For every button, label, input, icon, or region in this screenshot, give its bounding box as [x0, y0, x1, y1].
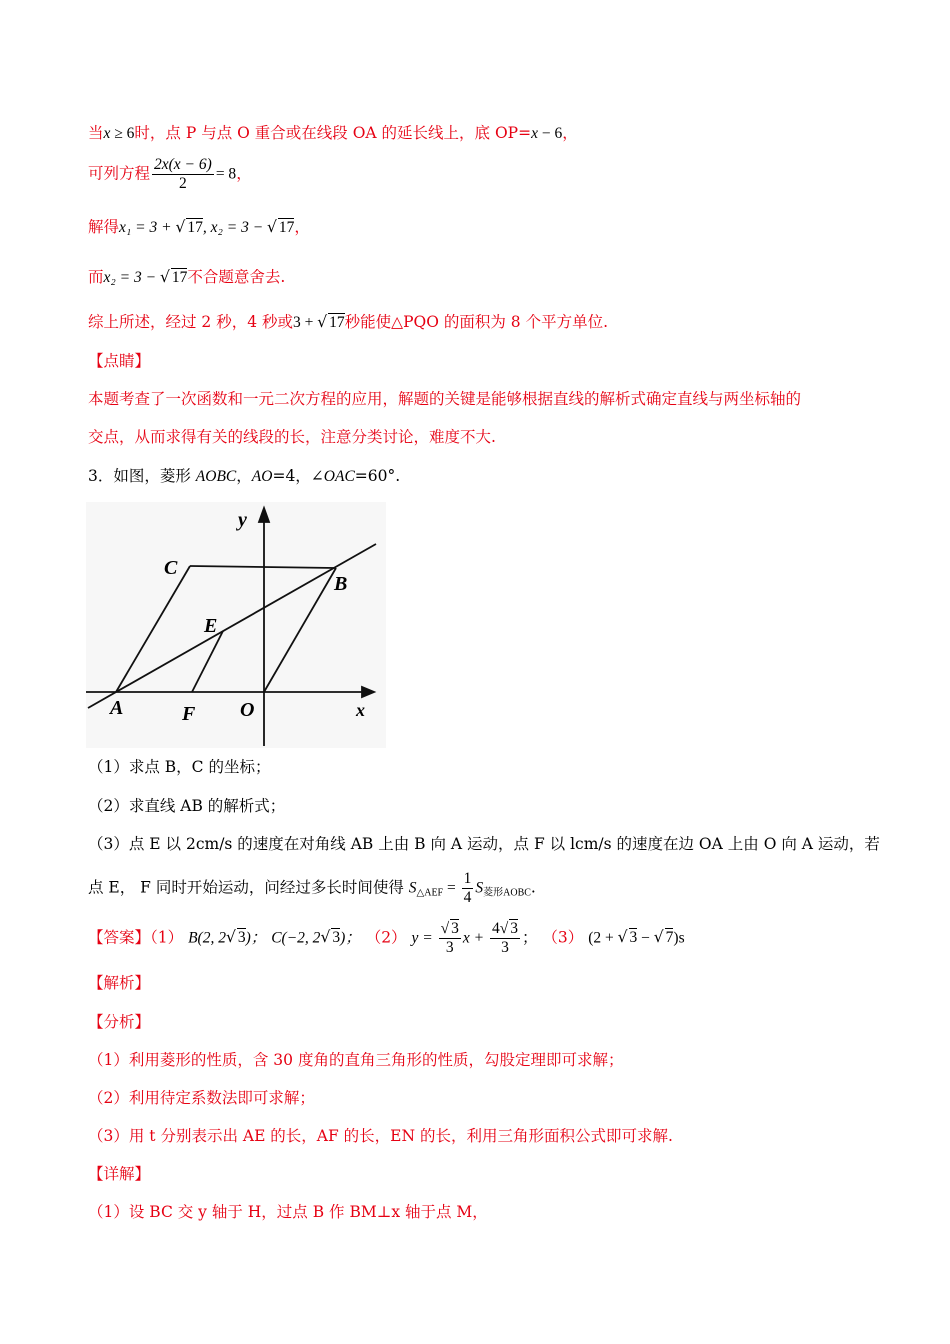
heading-detail: 【详解】: [88, 1165, 151, 1183]
heading-fenxi: 【分析】: [88, 1013, 151, 1031]
question-3-title: 3．如图，菱形 AOBC，AO=4，∠OAC=60°.: [88, 467, 401, 485]
solution-line-4: 而x₂ = 3 − √ 17不合题意舍去.: [88, 268, 286, 286]
analysis-line-2: （2）利用待定系数法即可求解；: [88, 1089, 315, 1107]
heading-analysis: 【解析】: [88, 974, 151, 992]
comment-line-2: 交点，从而求得有关的线段的长，注意分类讨论，难度不大.: [88, 428, 496, 446]
label-O: O: [240, 699, 255, 721]
sub-question-3-line-1: （3）点 E 以 2cm/s 的速度在对角线 AB 上由 B 向 A 运动，点 F 以 lcm/s 的速度在边 OA 上由 O 向 A 运动，若: [88, 835, 880, 853]
detail-line-1: （1）设 BC 交 y 轴于 H，过点 B 作 BM⊥x 轴于点 M，: [88, 1203, 488, 1221]
analysis-line-3: （3）用 t 分别表示出 AE 的长，AF 的长，EN 的长，利用三角形面积公式即可求解.: [88, 1127, 673, 1145]
heading-comment: 【点睛】: [88, 352, 151, 370]
label-A: A: [110, 697, 124, 719]
sub-question-1: （1）求点 B，C 的坐标；: [88, 758, 271, 776]
label-B: B: [334, 573, 348, 595]
analysis-line-1: （1）利用菱形的性质，含 30 度角的直角三角形的性质，勾股定理即可求解；: [88, 1051, 624, 1069]
label-C: C: [164, 557, 178, 579]
rhombus-figure: [86, 502, 386, 748]
label-E: E: [204, 615, 218, 637]
comment-line-1: 本题考查了一次函数和一元二次方程的应用，解题的关键是能够根据直线的解析式确定直线与两坐标轴的: [88, 390, 802, 408]
solution-line-2: 可列方程 $\frac{2x(x - 6)}{2}$ = 8，: [88, 156, 252, 192]
label-F: F: [182, 703, 196, 725]
sub-question-2: （2）求直线 AB 的解析式；: [88, 797, 286, 815]
solution-line-1: 当x ≥ 6时，点 P 与点 O 重合或在线段 OA 的延长线上，底 OP=x − 6，: [88, 124, 578, 142]
solution-line-3: 解得x₁ = 3 + √ 17, x₂ = 3 − √ 17，: [88, 218, 310, 236]
figure-background: [86, 502, 386, 748]
sub-question-3-line-2: 点 E， F 同时开始运动，问经过多长时间使得 $S_{\triangle AEF}$ = $\frac{1}{4}$ $S_{菱形AOBC}$.: [88, 870, 536, 906]
solution-line-5: 综上所述，经过 2 秒，4 秒或3 + √ 17秒能使△PQO 的面积为 8 个平方单位.: [88, 313, 608, 331]
label-x: x: [356, 700, 365, 720]
answer-line: 【答案】（1） B(2, 2√ 3)； C(−2, 2√ 3)； （2） y = $\frac{√ 3}{3}$ x + $\frac{4√ 3}{3}$ ； （3） (2 + √ 3 − √ 7)s: [88, 920, 685, 956]
label-y: y: [238, 509, 247, 531]
